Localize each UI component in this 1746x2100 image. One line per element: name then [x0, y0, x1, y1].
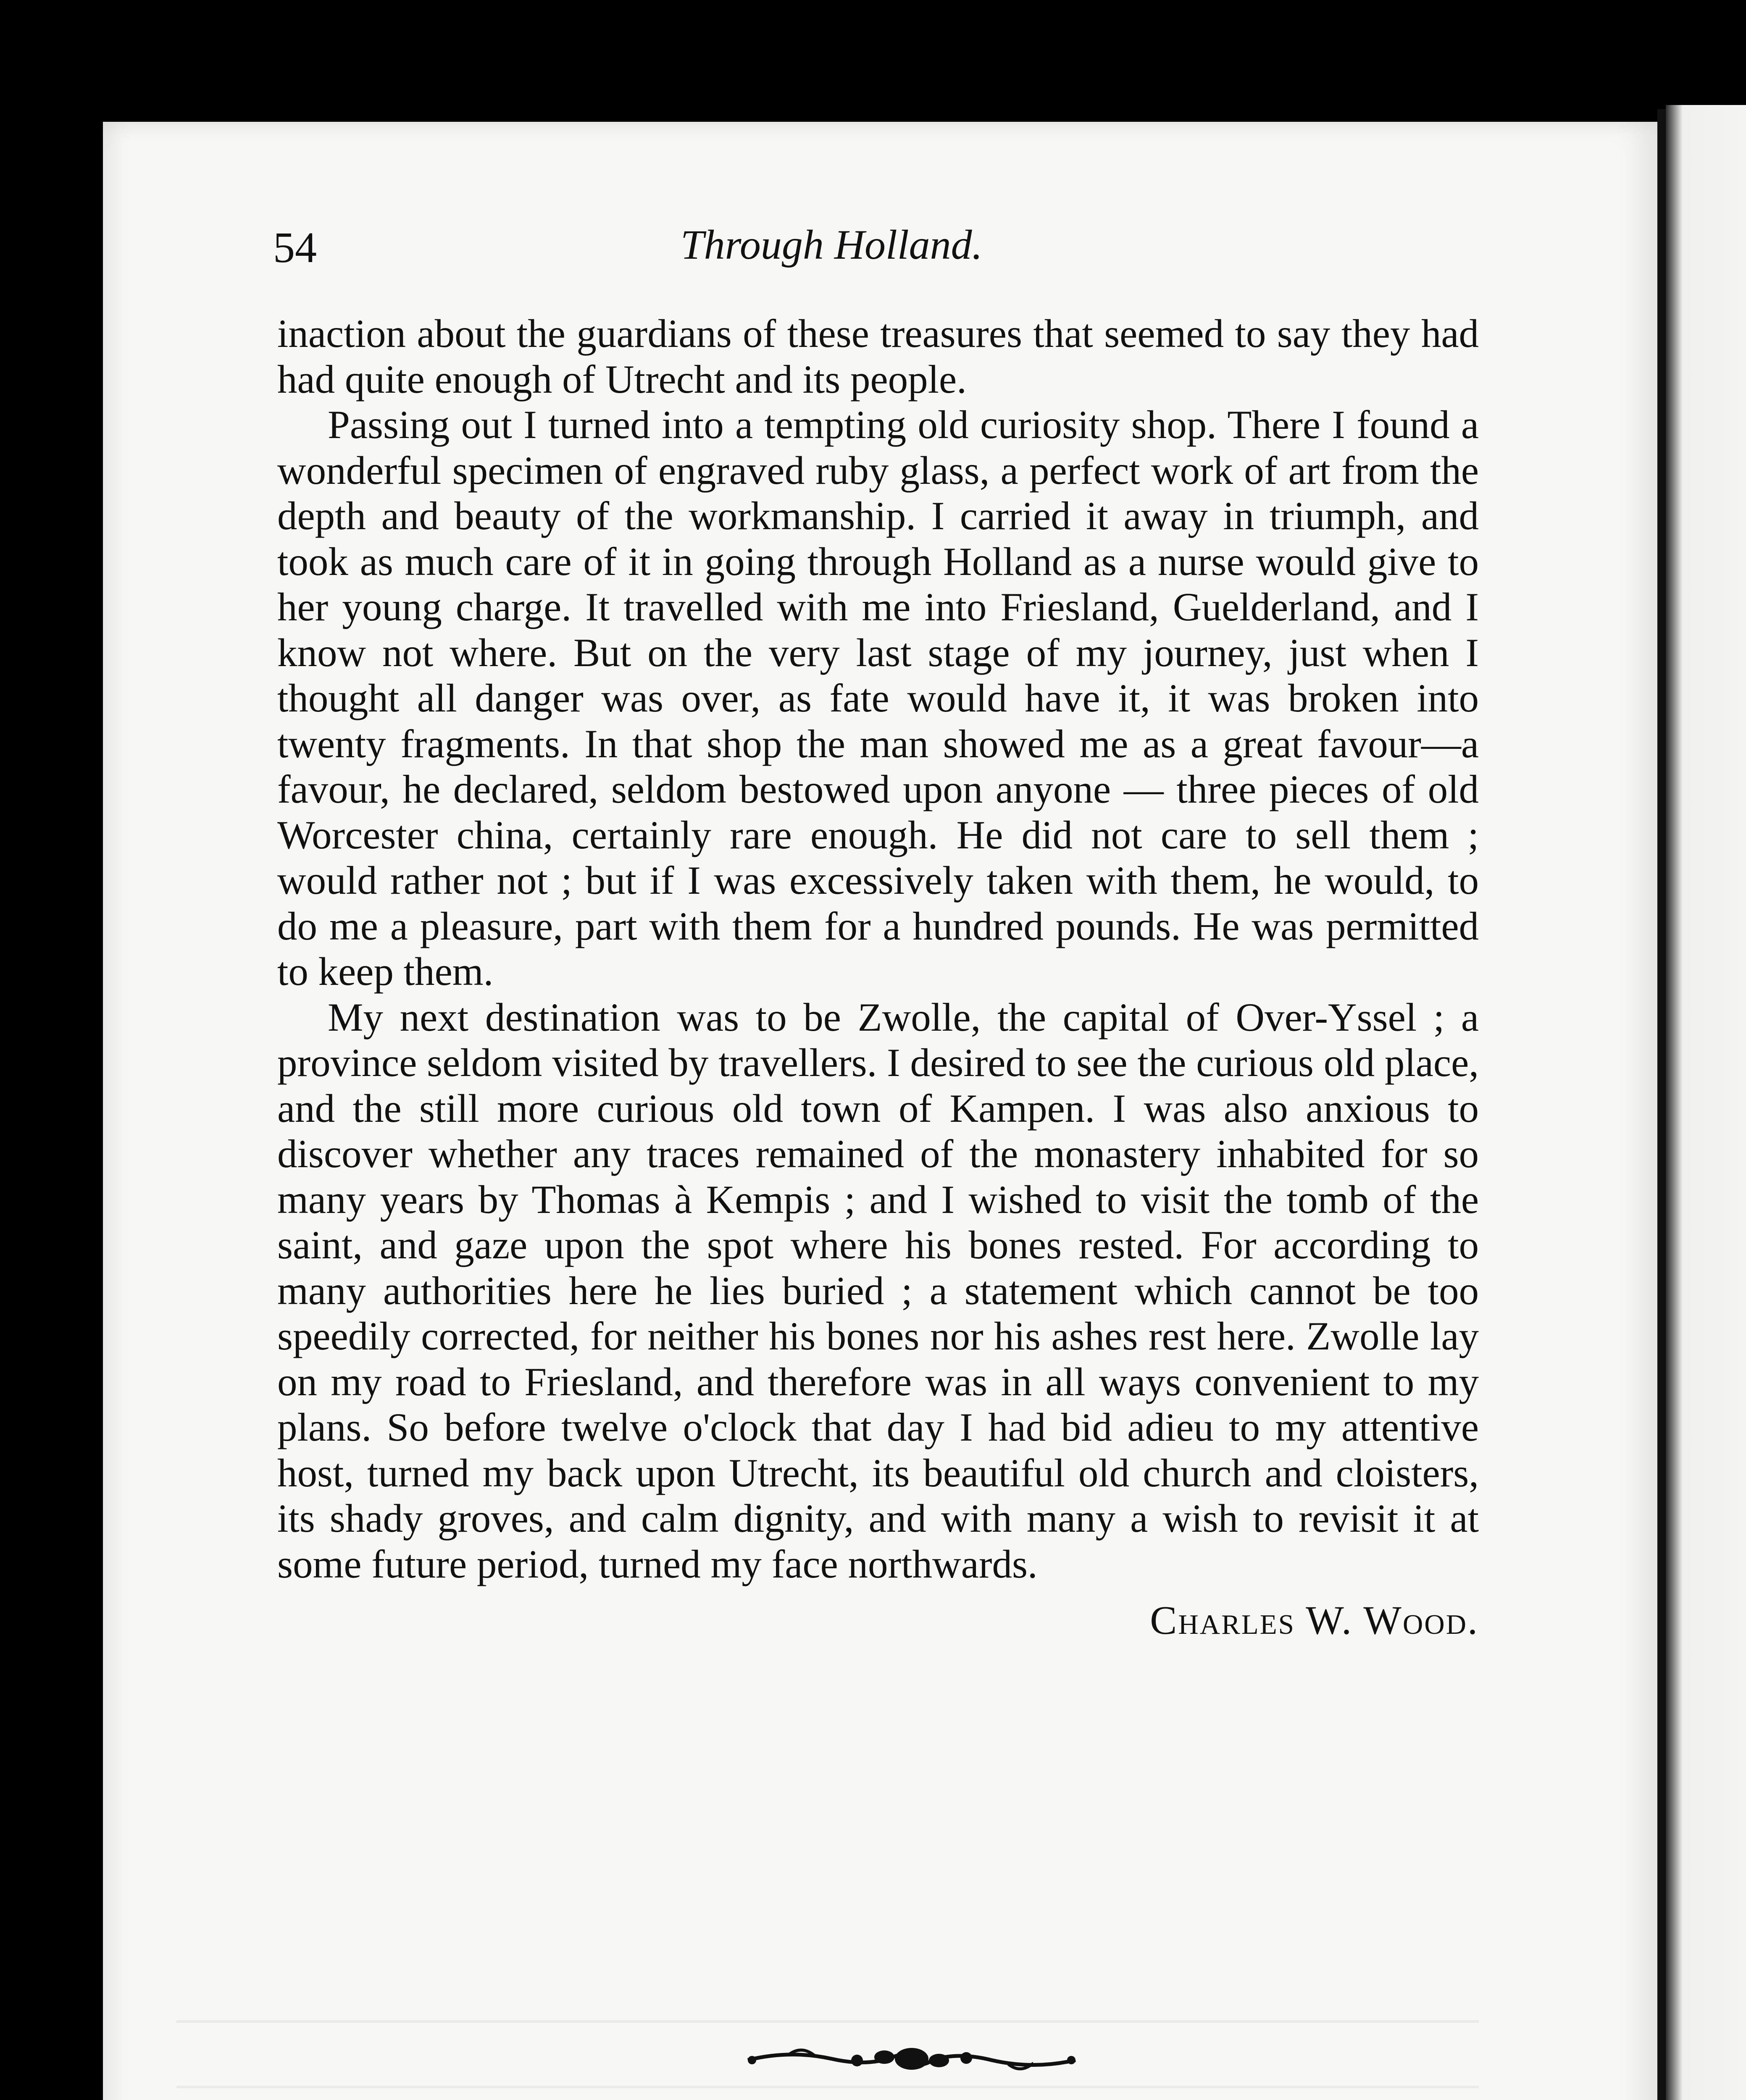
paragraph: My next destination was to be Zwolle, the capital of Over-Yssel ; a province seldom visited by travellers. I desired to see the curious old place, and the still more curious old town of Kampen. I was also anxious to discover whether any traces remained of the monastery inhabited for so many years by Thomas à Kempis ; and I wished to visit the tomb of the saint, and gaze upon the spot where his bones rested. For according to many authorities here he lies buried ; a statement which cannot be too speedily corrected, for neither his bones nor his ashes rest here. Zwolle lay on my road to Friesland, and therefore was in all ways convenient to my plans. So before twelve o'clock that day I had bid adieu to my attentive host, turned my back upon Utrecht, its beautiful old church and cloisters, its shady groves, and calm dignity, and with many a wish to revisit it at some future period, turned my face northwards.: [277, 995, 1479, 1586]
page-gutter-shadow: [1657, 109, 1666, 2100]
fleuron-ornament-icon: [739, 2037, 1084, 2083]
article-body: [277, 311, 1479, 1646]
paragraph: Passing out I turned into a tempting old curiosity shop. There I found a wonderful specimen of engraved ruby glass, a perfect work of art from the depth and beauty of the workmanship. I carried it away in triumph, and took as much care of it in going through Holland as a nurse would give to her young charge. It travelled with me into Friesland, Guelderland, and I know not where. But on the very last stage of my journey, just when I thought all danger was over, as fate would have it, it was broken into twenty fragments. In that shop the man showed me as a great favour—a favour, he declared, seldom bestowed upon anyone — three pieces of old Worcester china, certainly rare enough. He did not care to sell them ; would rather not ; but if I was excessively taken with them, he would, to do me a pleasure, part with them for a hundred pounds. He was permitted to keep them.: [277, 402, 1479, 994]
running-head: Through Holland.: [681, 221, 983, 268]
page-number: 54: [273, 223, 317, 272]
facing-page-edge: [1666, 105, 1746, 2100]
author-signature: Charles W. Wood.: [1150, 1598, 1479, 1643]
paragraph: inaction about the guardians of these treasures that seemed to say they had had quite enough of Utrecht and its people.: [277, 311, 1479, 402]
